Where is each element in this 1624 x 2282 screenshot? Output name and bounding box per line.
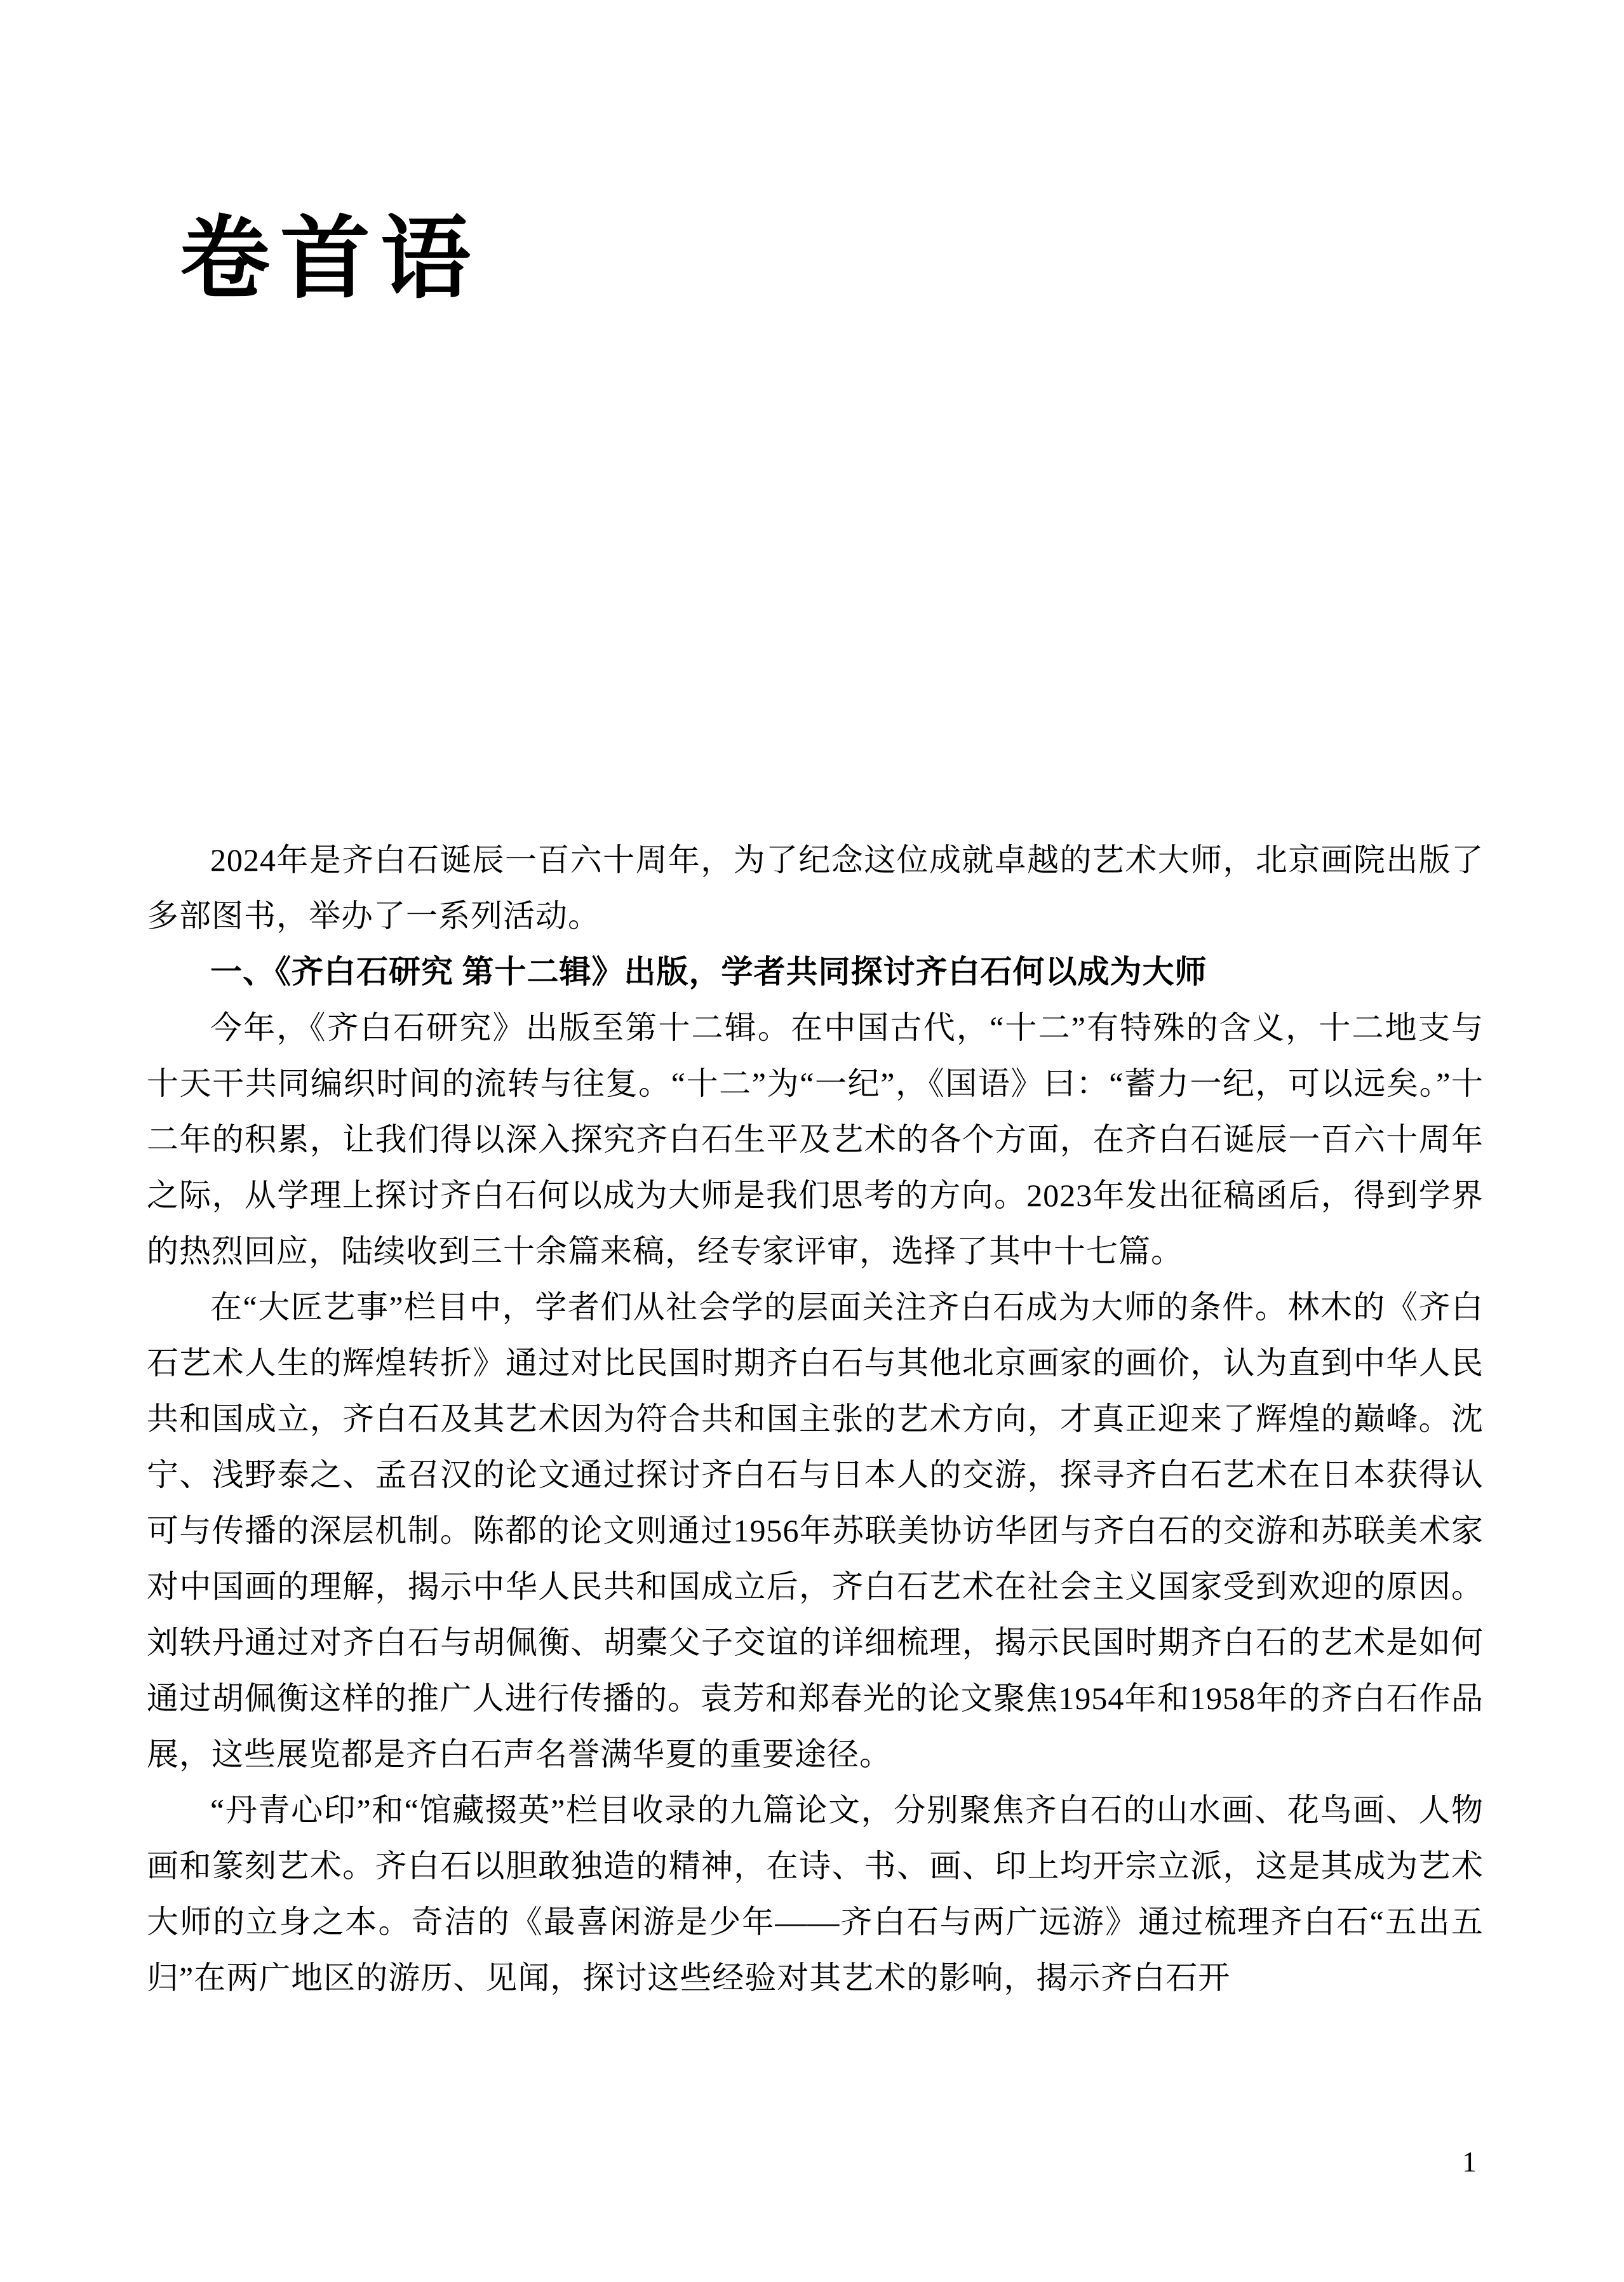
section-heading-1: 一、《齐白石研究 第十二辑》出版，学者共同探讨齐白石何以成为大师 [210,954,1207,990]
document-body [147,832,1484,2006]
paragraph-intro: 2024年是齐白石诞辰一百六十周年，为了纪念这位成就卓越的艺术大师，北京画院出版了多部图书，举办了一系列活动。 [147,842,1484,934]
paragraph-section1-c: “丹青心印”和“馆藏掇英”栏目收录的九篇论文，分别聚焦齐白石的山水画、花鸟画、人物画和篆刻艺术。齐白石以胆敢独造的精神，在诗、书、画、印上均开宗立派，这是其成为艺术大师的立身之本。奇洁的《最喜闲游是少年——齐白石与两广远游》通过梳理齐白石“五出五归”在两广地区的游历、见闻，探讨这些经验对其艺术的影响，揭示齐白石开 [147,1792,1484,1996]
page-title [180,210,481,309]
paragraph-section1-b: 在“大匠艺事”栏目中，学者们从社会学的层面关注齐白石成为大师的条件。林木的《齐白石艺术人生的辉煌转折》通过对比民国时期齐白石与其他北京画家的画价，认为直到中华人民共和国成立，齐白石及其艺术因为符合共和国主张的艺术方向，才真正迎来了辉煌的巅峰。沈宁、浅野泰之、孟召汉的论文通过探讨齐白石与日本人的交游，探寻齐白石艺术在日本获得认可与传播的深层机制。陈都的论文则通过1956年苏联美协访华团与齐白石的交游和苏联美术家对中国画的理解，揭示中华人民共和国成立后，齐白石艺术在社会主义国家受到欢迎的原因。刘轶丹通过对齐白石与胡佩衡、胡橐父子交谊的详细梳理，揭示民国时期齐白石的艺术是如何通过胡佩衡这样的推广人进行传播的。袁芳和郑春光的论文聚焦1954年和1958年的齐白石作品展，这些展览都是齐白石声名誉满华夏的重要途径。 [147,1289,1484,1772]
paragraph-section1-a: 今年，《齐白石研究》出版至第十二辑。在中国古代，“十二”有特殊的含义，十二地支与十天干共同编织时间的流转与往复。“十二”为“一纪”，《国语》曰：“蓄力一纪，可以远矣。”十二年的积累，让我们得以深入探究齐白石生平及艺术的各个方面，在齐白石诞辰一百六十周年之际，从学理上探讨齐白石何以成为大师是我们思考的方向。2023年发出征稿函后，得到学界的热烈回应，陆续收到三十余篇来稿，经专家评审，选择了其中十七篇。 [147,1010,1484,1269]
page-title-text: 卷首语 [180,209,481,309]
page-number: 1 [1462,2145,1477,2178]
